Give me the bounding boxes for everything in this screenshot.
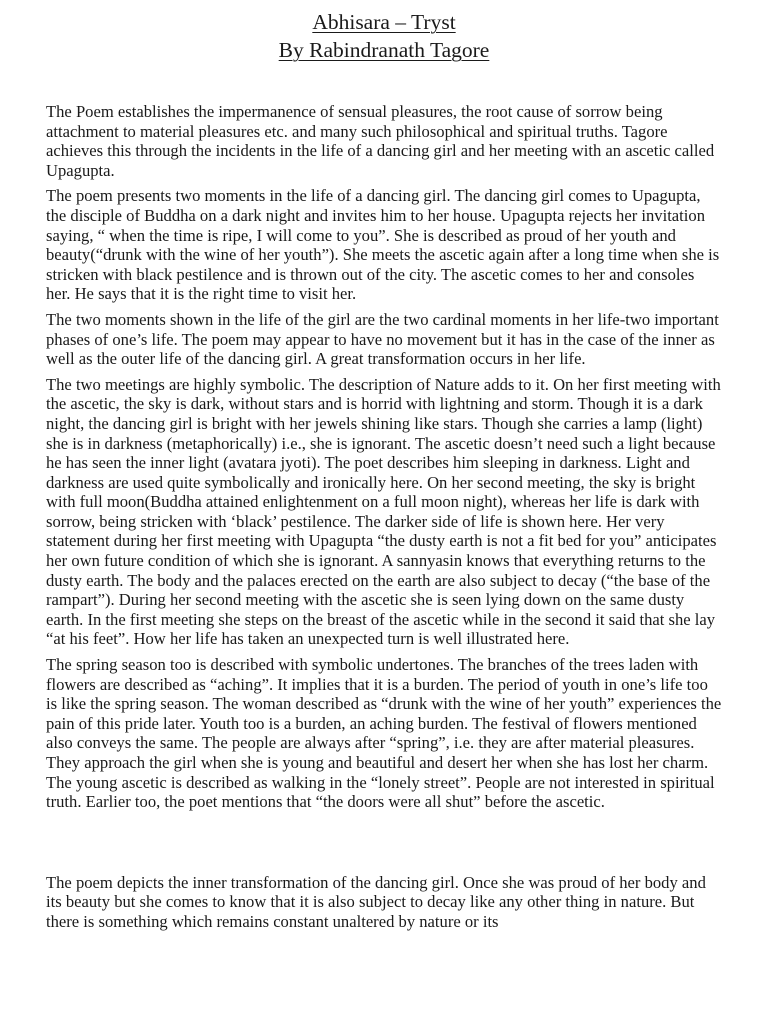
paragraph: The two moments shown in the life of the girl are the two cardinal moments in her life-two important phases of one’s life. The poem may appear to have no movement but it has in the case of the inner as well as the outer life of the dancing girl. A great transformation occurs in her life. xyxy=(46,309,719,369)
paragraph: The poem presents two moments in the life of a dancing girl. The dancing girl comes to Upagupta, the disciple of Buddha on a dark night and invites him to her house. Upagupta rejects her invitation saying, “ when the time is ripe, I will come to you”. She is described as proud of her youth and beauty(“drunk with the wine of her youth”). She meets the ascetic again after a long time when she is stricken with black pestilence and is thrown out of the city. The ascetic comes to her and consoles her. He says that it is the right time to visit her. xyxy=(46,186,720,304)
author-line: By Rabindranath Tagore xyxy=(278,38,490,62)
paragraph: The two meetings are highly symbolic. The description of Nature adds to it. On her first meeting with the ascetic, the sky is dark, without stars and is horrid with lightning and storm. Though it is a dark night, the dancing girl is bright with her jewels shining like stars. Though she carries a lamp (light) she is in darkness (metaphorically) i.e., she is ignorant. The ascetic doesn’t need such a light because he has seen the inner light (avatara jyoti). The poet describes him sleeping in darkness. Light and darkness are used quite symbolically and ironically here. On her second meeting, the sky is bright with full moon(Buddha attained enlightenment on a full moon night), whereas her life is dark with sorrow, being stricken with ‘black’ pestilence. The darker side of life is shown here. Her very statement during her first meeting with Upagupta “the dusty earth is not a fit bed for you” anticipates her own future condition of which she is ignorant. A sannyasin knows that everything returns to the dusty earth. The body and the palaces erected on the earth are also subject to decay (“the base of the rampart”). During her second meeting with the ascetic she is seen lying down on the same dusty earth. In the first meeting she steps on the breast of the ascetic while in the second it said that she lay “at his feet”. How her life has taken an unexpected turn is well illustrated here. xyxy=(46,374,721,649)
paragraph: The poem depicts the inner transformation of the dancing girl. Once she was proud of her body and its beauty but she comes to know that it is also subject to decay like any other thing in nature. But there is something which remains constant unaltered by nature or its xyxy=(46,872,706,931)
document-body xyxy=(46,102,722,938)
title-block xyxy=(0,8,768,64)
paragraph: The Poem establishes the impermanence of sensual pleasures, the root cause of sorrow being attachment to material pleasures etc. and many such philosophical and spiritual truths. Tagore achieves this through the incidents in the life of a dancing girl and her meeting with an ascetic called Upagupta. xyxy=(46,102,715,180)
paragraph: The spring season too is described with symbolic undertones. The branches of the trees laden with flowers are described as “aching”. It implies that it is a burden. The period of youth in one’s life too is like the spring season. The woman described as “drunk with the wine of her youth” experiences the pain of this pride later. Youth too is a burden, an aching burden. The festival of flowers mentioned also conveys the same. The people are always after “spring”, i.e. they are after material pleasures. They approach the girl when she is young and beautiful and desert her when she has lost her charm. The young ascetic is described as walking in the “lonely street”. People are not interested in spiritual truth. Earlier too, the poet mentions that “the doors were all shut” before the ascetic. xyxy=(46,655,722,812)
document-title: Abhisara – Tryst xyxy=(312,10,456,34)
